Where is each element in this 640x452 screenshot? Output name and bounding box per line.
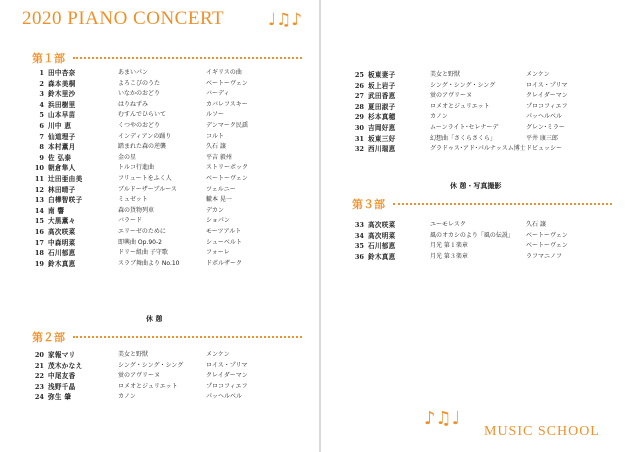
program-row	[30, 248, 290, 259]
program-num: 25	[354, 71, 364, 79]
program-num: 18	[34, 249, 44, 258]
program-row	[30, 371, 290, 382]
program-num: 14	[34, 206, 44, 215]
program-composer: ベートーヴェン	[206, 79, 248, 87]
music-notes-icon: ♩♫♪	[268, 10, 303, 30]
program-composer: メンケン	[526, 71, 550, 78]
program-row	[350, 91, 610, 102]
program-row	[350, 241, 610, 252]
program-name: 朝倉隼人	[48, 164, 76, 173]
part2-continued-program-list	[350, 70, 610, 155]
program-num: 28	[354, 102, 364, 111]
program-piece: 美女と野獣	[118, 351, 149, 358]
program-num: 11	[34, 174, 44, 183]
program-num: 7	[39, 132, 44, 141]
program-row	[350, 123, 610, 134]
program-name: 鈴木里沙	[48, 90, 76, 99]
program-num: 13	[34, 196, 44, 205]
program-piece: グラドゥス･アド･パルナッスム博士	[430, 145, 526, 153]
program-num: 35	[354, 242, 364, 251]
program-num: 33	[354, 221, 364, 229]
program-piece: トルコ行進曲	[118, 164, 155, 172]
program-piece: 金の星	[118, 153, 137, 161]
program-name: 坂上岩子	[368, 81, 396, 90]
program-composer: 久石 譲	[206, 143, 226, 151]
part1-header	[32, 50, 302, 66]
program-piece: 蛍のアヴリーヌ	[118, 372, 161, 380]
part3-header	[352, 196, 612, 212]
music-notes-icon: ♪♫♩	[424, 408, 461, 429]
program-piece: シング・シング・シング	[118, 361, 184, 369]
program-name: 佐 弘泰	[48, 153, 72, 162]
program-composer: デンマーク民謡	[206, 121, 248, 129]
program-row	[30, 79, 290, 90]
program-piece: フリュートをふく人	[118, 174, 172, 182]
program-name: 石川郁恵	[368, 242, 396, 251]
program-row	[30, 163, 290, 174]
program-row	[30, 153, 290, 164]
program-row	[350, 134, 610, 145]
program-piece: 美女と野獣	[430, 71, 461, 78]
program-piece: ロメオとジュリエット	[118, 382, 178, 390]
program-composer: ベートーヴェン	[526, 231, 568, 239]
program-num: 16	[34, 227, 44, 236]
program-composer: ツェルニー	[206, 185, 236, 193]
concert-title: 2020 PIANO CONCERT	[22, 8, 225, 29]
program-composer: イギリスの曲	[206, 69, 242, 76]
program-row	[30, 195, 290, 206]
program-name: 田中杏奈	[48, 69, 76, 77]
program-piece: ドリー組曲 子守歌	[118, 249, 168, 257]
program-num: 29	[354, 113, 364, 122]
program-row	[30, 142, 290, 153]
program-piece: 森の貨物列車	[118, 206, 155, 214]
program-num: 9	[39, 153, 44, 162]
program-num: 8	[39, 143, 44, 152]
program-piece: エリーゼのために	[118, 227, 166, 235]
program-composer: ベートーヴェン	[526, 242, 568, 250]
program-num: 17	[34, 238, 44, 247]
program-piece: くつやのおどり	[118, 121, 161, 129]
program-row	[30, 227, 290, 238]
program-piece: いなかのおどり	[118, 90, 161, 98]
program-name: 中尾友香	[48, 372, 76, 381]
program-composer: メンケン	[206, 351, 230, 358]
program-piece: スラブ舞曲より No.10	[118, 259, 180, 267]
program-composer: バーディ	[206, 90, 230, 98]
program-composer: コルト	[206, 132, 225, 140]
program-num: 24	[34, 393, 44, 402]
program-piece: カノン	[430, 113, 448, 121]
program-piece: 踏まれた森の逆襲	[118, 143, 167, 151]
program-num: 21	[34, 361, 44, 370]
program-row	[350, 81, 610, 92]
program-row	[350, 144, 610, 155]
program-row	[30, 361, 290, 372]
program-piece: あまいパン	[118, 69, 149, 76]
program-row	[350, 231, 610, 242]
program-name: 浅野千晶	[48, 382, 76, 391]
program-composer: ロイス・プリマ	[206, 361, 248, 369]
program-name: 林田晴子	[48, 185, 76, 194]
program-num: 34	[354, 231, 364, 240]
program-num: 30	[354, 123, 364, 132]
program-num: 1	[39, 69, 44, 77]
program-row	[30, 382, 290, 393]
part3-label: 第３部	[352, 198, 385, 211]
program-row	[30, 89, 290, 100]
program-piece: ミュゼット	[118, 196, 148, 204]
program-row	[30, 392, 290, 403]
program-name: 板東妻子	[368, 71, 396, 79]
program-num: 3	[39, 90, 44, 99]
program-composer: フォーレ	[206, 249, 230, 257]
program-name: 家報マリ	[48, 351, 76, 359]
program-name: 中森明菜	[48, 238, 76, 247]
program-name: 辻田亜由美	[48, 174, 83, 183]
program-name: 茂木かなえ	[48, 361, 83, 370]
program-piece: シング・シング・シング	[430, 81, 496, 89]
program-name: 鈴木真恵	[48, 259, 76, 268]
program-num: 10	[34, 164, 44, 173]
intermission-2: 休 憩・写真撮影	[450, 182, 502, 190]
program-name: 夏田淑子	[368, 102, 396, 111]
program-row	[350, 252, 610, 263]
program-composer: プロコフィエフ	[526, 102, 568, 110]
program-piece: 幻想曲「さくらさくら」	[430, 134, 497, 142]
program-num: 36	[354, 252, 364, 261]
program-name: 森本美桐	[48, 79, 76, 88]
program-piece: バラード	[118, 217, 143, 225]
program-composer: 平井 康三郎	[526, 134, 558, 142]
program-composer: ドボルザーク	[206, 259, 243, 267]
part2-program-list	[30, 350, 290, 403]
program-row	[30, 121, 290, 132]
program-piece: よろこびのうた	[118, 79, 161, 87]
program-name: 坂東三好	[368, 134, 396, 143]
program-composer: ロイス・プリマ	[526, 81, 568, 89]
program-composer: 平吉 毅州	[206, 153, 232, 161]
program-num: 23	[34, 382, 44, 391]
program-composer: 轍本 晃一	[206, 196, 232, 204]
part3-program-list	[350, 220, 610, 262]
program-row	[30, 216, 290, 227]
program-row	[30, 185, 290, 196]
program-composer: ラフマニノフ	[526, 252, 563, 260]
program-piece: 風のオカシのより「風の伝説」	[430, 231, 514, 239]
program-row	[30, 238, 290, 249]
program-composer: ストリーボック	[206, 164, 249, 172]
program-row	[30, 206, 290, 217]
program-num: 12	[34, 185, 44, 194]
program-row	[30, 259, 290, 270]
program-row	[30, 110, 290, 121]
part1-label: 第１部	[32, 52, 65, 65]
program-num: 20	[34, 351, 44, 359]
program-row	[30, 350, 290, 361]
program-name: 本村薫月	[48, 143, 76, 152]
part1-program-list	[30, 68, 290, 269]
program-piece: ブルドーザーブルース	[118, 185, 177, 193]
program-row	[30, 68, 290, 79]
program-piece: 即興曲 Op.90-2	[118, 238, 162, 246]
program-piece: 月光 第１楽章	[430, 242, 468, 250]
program-name: 大黒薫々	[48, 217, 76, 226]
program-num: 15	[34, 217, 44, 226]
part3-divider	[393, 203, 612, 205]
program-name: 鈴木真恵	[368, 252, 396, 261]
program-name: 仙道理子	[48, 132, 76, 141]
program-composer: ドビュッシー	[526, 145, 563, 153]
part1-divider	[73, 57, 302, 59]
program-composer: パッヘルベル	[206, 393, 243, 401]
program-composer: デカン	[206, 206, 224, 214]
program-composer: カバレフスキー	[206, 100, 248, 108]
program-row	[350, 70, 610, 81]
program-name: 弥生 肇	[48, 393, 72, 402]
program-composer: ショパン	[206, 217, 230, 225]
program-composer: クレイダーマン	[526, 92, 568, 100]
program-piece: はりねずみ	[118, 100, 149, 108]
program-name: 南 響	[48, 206, 65, 215]
program-composer: ルソー	[206, 111, 225, 119]
program-composer: 久石 譲	[526, 221, 546, 228]
program-num: 2	[39, 79, 44, 88]
program-piece: カノン	[118, 393, 136, 401]
program-name: 杉本真穂	[368, 113, 396, 122]
program-row	[350, 102, 610, 113]
program-num: 31	[354, 134, 364, 143]
program-name: 吉岡好恵	[368, 123, 396, 132]
part2-label: 第２部	[32, 331, 65, 344]
program-name: 石川郁恵	[48, 249, 76, 258]
program-composer: ベートーヴェン	[206, 174, 248, 182]
program-composer: モーツアルト	[206, 227, 242, 235]
program-row	[30, 100, 290, 111]
program-piece: 月光 第３楽章	[430, 252, 468, 260]
program-piece: ユーモレスク	[430, 221, 466, 228]
school-name: MUSIC SCHOOL	[484, 424, 600, 439]
program-piece: 蛍のアヴリーヌ	[430, 92, 473, 100]
program-piece: ロメオとジュリエット	[430, 102, 490, 110]
program-name: 高次明菜	[368, 231, 396, 240]
program-row	[350, 220, 610, 231]
program-composer: プロコフィエフ	[206, 382, 248, 390]
program-row	[30, 174, 290, 185]
program-piece: ムーンライト･セレナーデ	[430, 123, 499, 131]
program-name: 山本早苗	[48, 111, 76, 120]
program-num: 19	[34, 259, 44, 268]
program-name: 高次咲菜	[368, 221, 396, 229]
program-composer: クレイダーマン	[206, 372, 248, 380]
program-num: 22	[34, 372, 44, 381]
program-composer: シューベルト	[206, 238, 242, 246]
program-name: 浜田樹里	[48, 100, 76, 109]
program-name: 白樺智咲子	[48, 196, 83, 205]
program-num: 4	[39, 100, 44, 109]
intermission-1: 休 憩	[146, 315, 163, 323]
part2-header	[32, 329, 302, 345]
program-piece: むすんでひらいて	[118, 111, 167, 119]
program-num: 32	[354, 145, 364, 154]
program-num: 26	[354, 81, 364, 90]
program-composer: グレン･ミラー	[526, 123, 565, 131]
program-name: 高次咲菜	[48, 227, 76, 236]
program-num: 6	[39, 121, 44, 130]
program-composer: パッヘルベル	[526, 113, 563, 121]
part2-divider	[73, 336, 302, 338]
program-name: 西川瑞恵	[368, 145, 396, 154]
program-row	[30, 132, 290, 143]
program-piece: インディアンの踊り	[118, 132, 172, 140]
program-name: 武田香恵	[368, 92, 396, 101]
program-row	[350, 112, 610, 123]
program-num: 27	[354, 92, 364, 101]
program-name: 川中 恵	[48, 121, 72, 130]
program-num: 5	[39, 111, 44, 120]
